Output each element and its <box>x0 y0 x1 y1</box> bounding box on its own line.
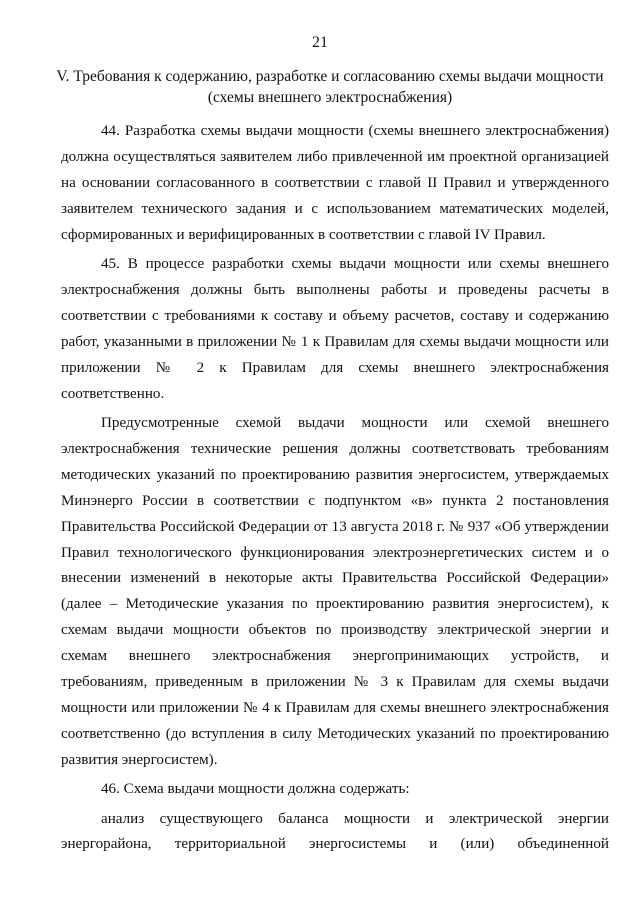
page-number: 21 <box>312 34 328 51</box>
section-title-line-1: V. Требования к содержанию, разработке и согласованию схемы выдачи мощности <box>56 68 604 85</box>
section-title-line-2: (схемы внешнего электроснабжения) <box>207 89 453 106</box>
paragraph-45-continuation: Предусмотренные схемой выдачи мощности или схемой внешнего электроснабжения технические решения должны соответствовать требованиям методических указаний по проектированию развития энергосистем, утверждаемых Минэнерго России в соответствии с подпунктом «в» пункта 2 постановления Правительства Российской Федерации от 13 августа 2018 г. № 937 «Об утверждении Правил технологического функционирования электроэнергетических систем и о внесении изменений в некоторые акты Правительства Российской Федерации» (далее – Методические указания по проектированию развития энергосистем), к схемам выдачи мощности объектов по производству электрической энергии и схемам внешнего электроснабжения энергопринимающих устройств, и требованиям, приведенным в приложении № 3 к Правилам для схемы выдачи мощности или приложении № 4 к Правилам для схемы внешнего электроснабжения соответственно (до вступления в силу Методических указаний по проектированию развития энергосистем). <box>61 414 609 768</box>
paragraph-45: 45. В процессе разработки схемы выдачи мощности или схемы внешнего электроснабжения должны быть выполнены работы и проведены расчеты в соответствии с требованиями к составу и объему расчетов, составу и содержанию работ, указанными в приложении № 1 к Правилам для схемы выдачи мощности или приложении № 2 к Правилам для схемы внешнего электроснабжения соответственно. <box>61 256 609 402</box>
paragraph-44: 44. Разработка схемы выдачи мощности (схемы внешнего электроснабжения) должна осуществляться заявителем либо привлеченной им проектной организацией на основании согласованного в соответствии с главой II Правил и утвержденного заявителем технического задания и с использованием математических моделей, сформированных и верифицированных в соответствии с главой IV Правил. <box>61 123 609 243</box>
section-title <box>50 66 610 108</box>
paragraph-46-item: анализ существующего баланса мощности и электрической энергии энергорайона, территориальной энергосистемы и (или) объединенной <box>61 810 609 853</box>
paragraph-46: 46. Схема выдачи мощности должна содержать: <box>101 781 410 798</box>
body-text <box>61 119 609 858</box>
